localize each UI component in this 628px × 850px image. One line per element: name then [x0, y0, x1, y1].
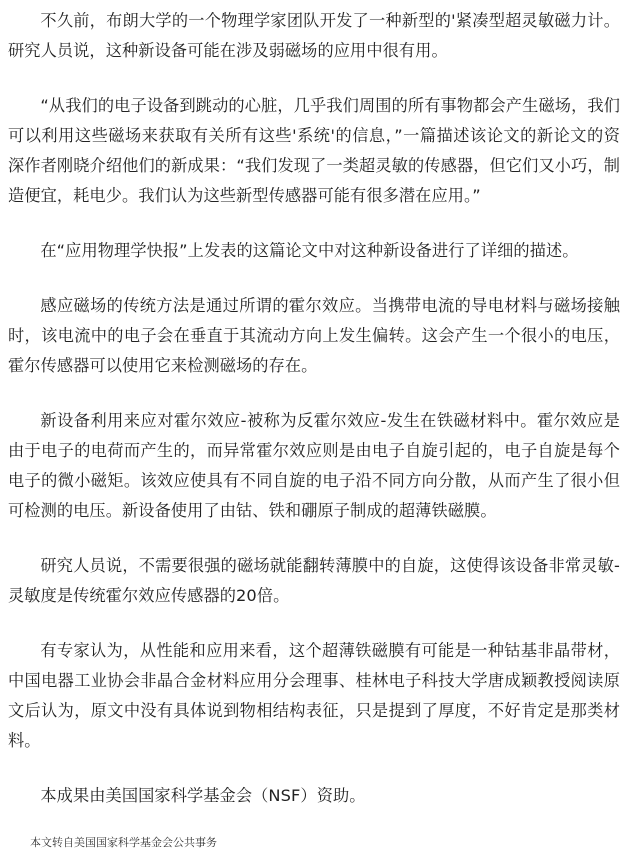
paragraph-funding: 本成果由美国国家科学基金会（NSF）资助。: [40, 786, 366, 805]
paragraph-publication: 在“应用物理学快报”上发表的这篇论文中对这种新设备进行了详细的描述。: [40, 241, 579, 260]
paragraph-hall-effect: 感应磁场的传统方法是通过所谓的霍尔效应。当携带电流的导电材料与磁场接触时，该电流中的电子会在垂直于其流动方向上发生偏转。这会产生一个很小的电压，霍尔传感器可以使用它来检测磁场的存在。: [8, 296, 620, 375]
paragraph-anomalous-hall: 新设备利用来应对霍尔效应-被称为反霍尔效应-发生在铁磁材料中。霍尔效应是由于电子的电荷而产生的，而异常霍尔效应则是由电子自旋引起的，电子自旋是每个电子的微小磁矩。该效应使具有不同自旋的电子沿不同方向分散，从而产生了很小但可检测的电压。新设备使用了由钴、铁和硼原子制成的超薄铁磁膜。: [8, 411, 620, 520]
paragraph-intro: 不久前，布朗大学的一个物理学家团队开发了一种新型的'紧凑型超灵敏磁力计。研究人员说，这种新设备可能在涉及弱磁场的应用中很有用。: [8, 11, 620, 60]
paragraph-sensitivity: 研究人员说，不需要很强的磁场就能翻转薄膜中的自旋，这使得该设备非常灵敏-灵敏度是传统霍尔效应传感器的20倍。: [8, 556, 620, 605]
paragraph-expert-opinion: 有专家认为，从性能和应用来看，这个超薄铁磁膜有可能是一种钴基非晶带材，中国电器工业协会非晶合金材料应用分会理事、桂林电子科技大学唐成颖教授阅读原文后认为，原文中没有具体说到物相结构表征，只是提到了厚度，不好肯定是那类材料。: [8, 641, 620, 750]
paragraph-quote: “从我们的电子设备到跳动的心脏，几乎我们周围的所有事物都会产生磁场，我们可以利用这些磁场来获取有关所有这些'系统'的信息，”一篇描述该论文的新论文的资深作者刚晓介绍他们的新成果：“我们发现了一类超灵敏的传感器，但它们又小巧，制造便宜，耗电少。我们认为这些新型传感器可能有很多潜在应用。”: [8, 96, 620, 205]
source-note: 本文转自美国国家科学基金会公共事务: [30, 836, 217, 849]
